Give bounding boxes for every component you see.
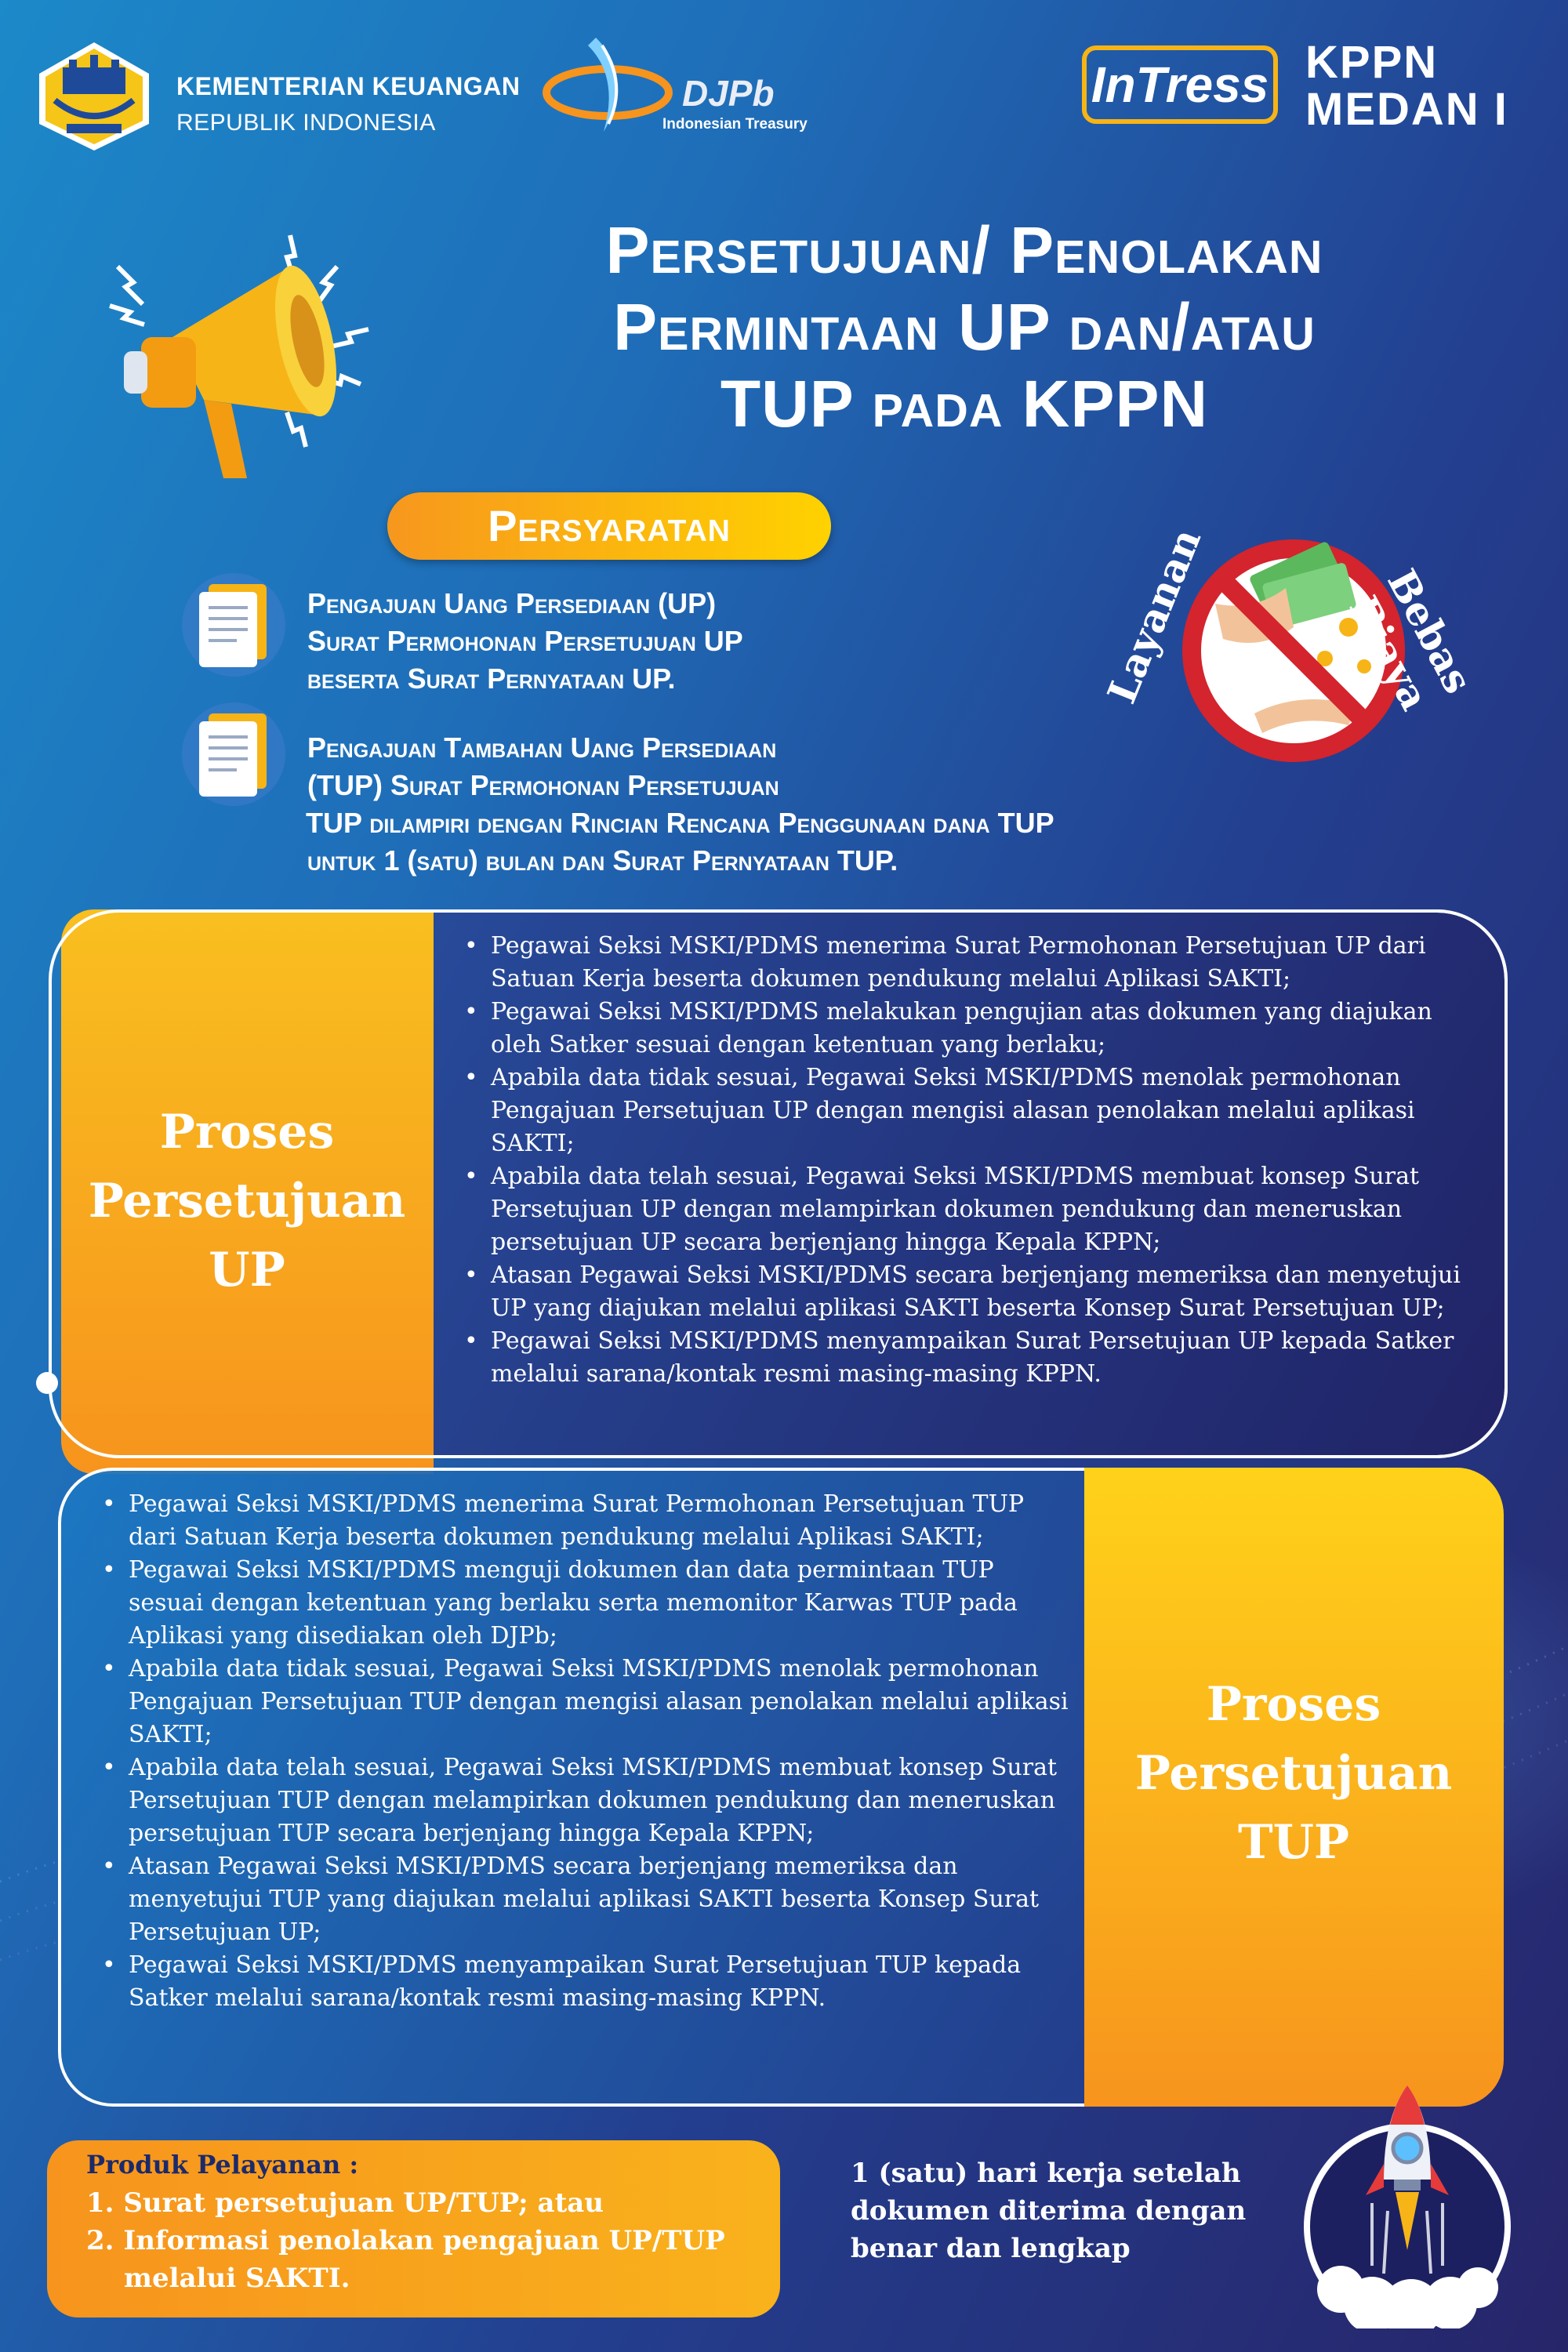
list-item: • Pegawai Seksi MSKI/PDMS menyampaikan Surat Persetujuan TUP kepada Satker melalui sarana/kontak resmi masing-masing KPPN.	[97, 1949, 1069, 2015]
requirement-up	[307, 585, 997, 698]
requirement-up-line1: Pengajuan Uang Persediaan (UP)	[307, 587, 717, 619]
tup-section-title	[1098, 1670, 1490, 1877]
office-name-line2: MEDAN I	[1305, 84, 1508, 135]
up-title-line3: UP	[209, 1243, 285, 1298]
requirement-tup-line2: (TUP) Surat Permohonan Persetujuan	[307, 769, 779, 801]
office-name	[1305, 39, 1508, 133]
produk-item-2-cont: melalui SAKTI.	[124, 2263, 350, 2294]
ministry-name: KEMENTERIAN KEUANGAN	[176, 72, 521, 100]
produk-item-2: 2. Informasi penolakan pengajuan UP/TUP	[86, 2225, 725, 2256]
up-process-list	[459, 930, 1471, 1391]
tup-title-line1: Proses	[1206, 1677, 1381, 1732]
list-item: • Atasan Pegawai Seksi MSKI/PDMS secara berjenjang memeriksa dan menyetujui TUP yang diajukan melalui aplikasi SAKTI beserta Konsep Surat Persetujuan UP;	[97, 1850, 1069, 1949]
produk-title: Produk Pelayanan :	[86, 2150, 359, 2180]
badge-text-right-wrap	[1294, 478, 1497, 760]
up-title-line2: Persetujuan	[88, 1174, 406, 1229]
page-title	[439, 212, 1490, 442]
page-title-line2: Permintaan UP dan/atau	[613, 290, 1316, 364]
list-item: • Pegawai Seksi MSKI/PDMS menguji dokumen dan data permintaan TUP sesuai dengan ketentuan yang berlaku serta memonitor Karwas TUP pada Aplikasi yang disediakan oleh DJPb;	[97, 1554, 1069, 1653]
list-item: • Atasan Pegawai Seksi MSKI/PDMS secara berjenjang memeriksa dan menyetujui UP yang diajukan melalui aplikasi SAKTI beserta Konsep Surat Persetujuan UP;	[459, 1259, 1471, 1325]
megaphone-icon	[86, 220, 431, 517]
badge-text-right: Bebas Biaya	[1340, 561, 1482, 718]
list-item: • Apabila data tidak sesuai, Pegawai Seksi MSKI/PDMS menolak permohonan Pengajuan Persetujuan TUP dengan mengisi alasan penolakan melalui aplikasi SAKTI;	[97, 1653, 1069, 1751]
list-item: • Apabila data tidak sesuai, Pegawai Seksi MSKI/PDMS menolak permohonan Pengajuan Persetujuan UP dengan mengisi alasan penolakan melalui aplikasi SAKTI;	[459, 1062, 1471, 1160]
service-time-line2: dokumen diterima dengan	[851, 2195, 1247, 2227]
up-title-line1: Proses	[159, 1105, 335, 1160]
requirement-tup-line3: TUP dilampiri dengan Rincian Rencana Penggunaan dana TUP	[306, 807, 1054, 839]
list-item: • Pegawai Seksi MSKI/PDMS menyampaikan Surat Persetujuan UP kepada Satker melalui sarana/kontak resmi masing-masing KPPN.	[459, 1325, 1471, 1391]
list-item: • Pegawai Seksi MSKI/PDMS menerima Surat Permohonan Persetujuan TUP dari Satuan Kerja beserta dokumen pendukung melalui Aplikasi SAKTI;	[97, 1488, 1069, 1554]
page-title-line3: TUP pada KPPN	[720, 367, 1209, 441]
kemenkeu-logo-icon	[31, 38, 157, 155]
tup-process-list	[97, 1488, 1069, 2015]
tup-title-line3: TUP	[1237, 1815, 1350, 1870]
list-item: • Pegawai Seksi MSKI/PDMS menerima Surat Permohonan Persetujuan UP dari Satuan Kerja beserta dokumen pendukung melalui Aplikasi SAKTI;	[459, 930, 1471, 996]
list-item: • Apabila data telah sesuai, Pegawai Seksi MSKI/PDMS membuat konsep Surat Persetujuan UP dengan melampirkan dokumen pendukung dan meneruskan persetujuan UP secara berjenjang hingga Kepala KPPN;	[459, 1160, 1471, 1259]
produk-item-1: 1. Surat persetujuan UP/TUP; atau	[86, 2187, 604, 2219]
badge-text-left-wrap	[1096, 491, 1237, 750]
service-time-line3: benar dan lengkap	[851, 2233, 1131, 2264]
intress-logo-text: InTress	[1091, 56, 1269, 113]
list-item: • Apabila data telah sesuai, Pegawai Seksi MSKI/PDMS membuat konsep Surat Persetujuan TUP dengan melampirkan dokumen pendukung dan meneruskan persetujuan TUP secara berjenjang hingga Kepala KPPN;	[97, 1751, 1069, 1850]
up-frame-dot	[36, 1372, 58, 1394]
requirement-up-line3: beserta Surat Pernyataan UP.	[307, 662, 676, 695]
badge-text-left: Layanan	[1098, 521, 1210, 710]
persyaratan-label: Persyaratan	[488, 501, 731, 550]
requirement-tup-line4: untuk 1 (satu) bulan dan Surat Pernyataan TUP.	[307, 844, 898, 877]
djpb-name: DJPb	[682, 73, 775, 114]
requirement-up-line2: Surat Permohonan Persetujuan UP	[307, 625, 743, 657]
tup-title-line2: Persetujuan	[1134, 1746, 1453, 1801]
djpb-subtitle: Indonesian Treasury	[662, 116, 808, 132]
document-icon	[179, 568, 289, 678]
requirement-tup-line1: Pengajuan Tambahan Uang Persediaan	[307, 731, 777, 764]
service-time	[851, 2154, 1290, 2267]
office-name-line1: KPPN	[1305, 37, 1439, 88]
rocket-icon	[1294, 2070, 1521, 2328]
produk-list	[86, 2184, 776, 2297]
document-icon-2	[179, 698, 289, 808]
service-time-line1: 1 (satu) hari kerja setelah	[851, 2158, 1241, 2189]
djpb-logo-icon	[541, 30, 674, 140]
page-title-line1: Persetujuan/ Penolakan	[605, 213, 1323, 287]
list-item: • Pegawai Seksi MSKI/PDMS melakukan pengujian atas dokumen yang diajukan oleh Satker sesuai dengan ketentuan yang berlaku;	[459, 996, 1471, 1062]
up-section-title	[78, 1098, 416, 1305]
ministry-subtitle: REPUBLIK INDONESIA	[176, 110, 436, 136]
